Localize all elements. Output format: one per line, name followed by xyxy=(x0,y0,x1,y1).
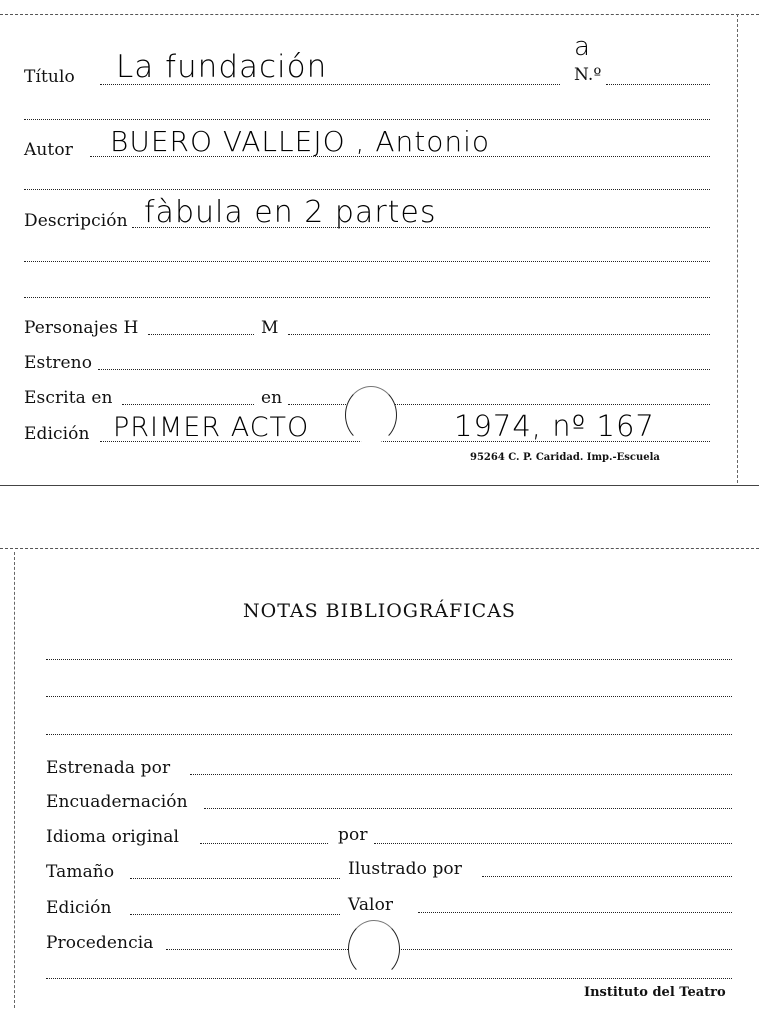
edicion-label: Edición xyxy=(24,424,90,444)
titulo-value: La fundación xyxy=(116,49,328,85)
notas-heading: NOTAS BIBLIOGRÁFICAS xyxy=(243,600,516,622)
institution-footer: Instituto del Teatro xyxy=(584,985,726,1000)
valor-line xyxy=(418,912,732,913)
ilustrado-por-label: Ilustrado por xyxy=(348,859,462,879)
card-top-edge xyxy=(0,548,759,549)
autor-extra-line xyxy=(24,189,710,190)
titulo-label: Título xyxy=(24,67,75,87)
edicion-label: Edición xyxy=(46,898,112,918)
card-right-edge xyxy=(737,14,738,483)
descripcion-label: Descripción xyxy=(24,211,128,231)
encuadernacion-label: Encuadernación xyxy=(46,792,188,812)
card-top-edge xyxy=(0,14,759,15)
tamano-label: Tamaño xyxy=(46,862,115,882)
personajes-m-label: M xyxy=(261,318,279,338)
card-bottom-edge xyxy=(0,485,759,486)
procedencia-line xyxy=(166,949,732,950)
descripcion-value: fàbula en 2 partes xyxy=(144,195,437,230)
estreno-label: Estreno xyxy=(24,353,93,373)
por-line xyxy=(374,843,732,844)
tamano-line xyxy=(130,878,340,879)
descripcion-extra-line-2 xyxy=(24,297,710,298)
numero-line xyxy=(606,84,710,85)
idioma-original-line xyxy=(200,843,328,844)
por-label: por xyxy=(338,825,368,845)
notas-line-2 xyxy=(46,696,732,697)
punch-hole xyxy=(345,386,397,444)
idioma-original-label: Idioma original xyxy=(46,827,180,847)
procedencia-extra-line xyxy=(46,978,732,979)
escrita-en-label: Escrita en xyxy=(24,388,113,408)
printer-imprint: 95264 C. P. Caridad. Imp.-Escuela xyxy=(470,452,660,463)
personajes-label: Personajes H xyxy=(24,318,139,338)
notas-line-1 xyxy=(46,659,732,660)
edicion-value-1: PRIMER ACTO xyxy=(113,412,310,443)
personajes-h-line xyxy=(148,334,254,335)
edicion-line xyxy=(130,914,340,915)
catalog-card-back xyxy=(0,540,759,1028)
escrita-en-line xyxy=(122,404,254,405)
estreno-line xyxy=(98,369,710,370)
estrenada-por-line xyxy=(190,774,732,775)
descripcion-extra-line-1 xyxy=(24,261,710,262)
escrita-en-place-label: en xyxy=(261,388,283,408)
autor-label: Autor xyxy=(24,140,73,160)
procedencia-label: Procedencia xyxy=(46,933,154,953)
numero-value: a xyxy=(574,32,591,62)
catalog-card-front xyxy=(0,0,759,495)
autor-value: BUERO VALLEJO , Antonio xyxy=(110,125,490,158)
encuadernacion-line xyxy=(204,808,732,809)
edicion-value-2: 1974, nº 167 xyxy=(454,409,655,443)
numero-label: N.º xyxy=(574,65,602,85)
ilustrado-por-line xyxy=(482,876,732,877)
titulo-extra-line xyxy=(24,119,710,120)
notas-line-3 xyxy=(46,734,732,735)
valor-label: Valor xyxy=(348,895,394,915)
personajes-m-line xyxy=(288,334,710,335)
estrenada-por-label: Estrenada por xyxy=(46,758,171,778)
punch-hole xyxy=(348,920,400,978)
